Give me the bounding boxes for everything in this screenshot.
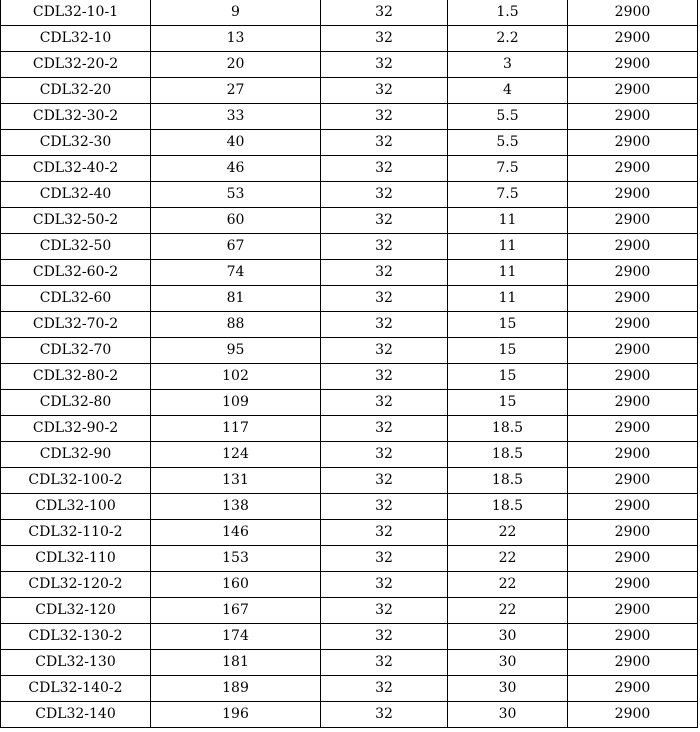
speed-cell: 2900 bbox=[568, 130, 698, 156]
speed-cell: 2900 bbox=[568, 650, 698, 676]
value-cell: 32 bbox=[321, 390, 448, 416]
model-cell: CDL32-60 bbox=[1, 286, 151, 312]
speed-cell: 2900 bbox=[568, 52, 698, 78]
table-row bbox=[1, 104, 698, 130]
speed-cell: 2900 bbox=[568, 572, 698, 598]
model-cell: CDL32-20 bbox=[1, 78, 151, 104]
value-cell: 32 bbox=[321, 624, 448, 650]
speed-cell: 2900 bbox=[568, 364, 698, 390]
model-cell: CDL32-80 bbox=[1, 390, 151, 416]
power-cell: 30 bbox=[448, 676, 568, 702]
value-cell: 32 bbox=[321, 702, 448, 728]
power-cell: 22 bbox=[448, 520, 568, 546]
speed-cell: 2900 bbox=[568, 676, 698, 702]
speed-cell: 2900 bbox=[568, 702, 698, 728]
power-cell: 2.2 bbox=[448, 26, 568, 52]
power-cell: 5.5 bbox=[448, 104, 568, 130]
value-cell: 32 bbox=[321, 104, 448, 130]
model-cell: CDL32-90-2 bbox=[1, 416, 151, 442]
power-cell: 3 bbox=[448, 52, 568, 78]
power-cell: 30 bbox=[448, 650, 568, 676]
power-cell: 22 bbox=[448, 572, 568, 598]
value-cell: 32 bbox=[321, 286, 448, 312]
value-cell: 167 bbox=[151, 598, 321, 624]
value-cell: 181 bbox=[151, 650, 321, 676]
table-row bbox=[1, 26, 698, 52]
value-cell: 53 bbox=[151, 182, 321, 208]
power-cell: 15 bbox=[448, 390, 568, 416]
value-cell: 138 bbox=[151, 494, 321, 520]
model-cell: CDL32-30 bbox=[1, 130, 151, 156]
table-row bbox=[1, 390, 698, 416]
model-cell: CDL32-20-2 bbox=[1, 52, 151, 78]
power-cell: 22 bbox=[448, 598, 568, 624]
speed-cell: 2900 bbox=[568, 182, 698, 208]
table-row bbox=[1, 572, 698, 598]
value-cell: 117 bbox=[151, 416, 321, 442]
table-row bbox=[1, 208, 698, 234]
model-cell: CDL32-140 bbox=[1, 702, 151, 728]
table-row bbox=[1, 546, 698, 572]
value-cell: 95 bbox=[151, 338, 321, 364]
speed-cell: 2900 bbox=[568, 338, 698, 364]
value-cell: 32 bbox=[321, 208, 448, 234]
model-cell: CDL32-50-2 bbox=[1, 208, 151, 234]
speed-cell: 2900 bbox=[568, 494, 698, 520]
table-row bbox=[1, 312, 698, 338]
table-row bbox=[1, 234, 698, 260]
value-cell: 32 bbox=[321, 260, 448, 286]
value-cell: 146 bbox=[151, 520, 321, 546]
table-row bbox=[1, 468, 698, 494]
power-cell: 15 bbox=[448, 338, 568, 364]
value-cell: 32 bbox=[321, 494, 448, 520]
speed-cell: 2900 bbox=[568, 520, 698, 546]
power-cell: 15 bbox=[448, 364, 568, 390]
value-cell: 67 bbox=[151, 234, 321, 260]
power-cell: 1.5 bbox=[448, 0, 568, 26]
power-cell: 11 bbox=[448, 260, 568, 286]
table-row bbox=[1, 442, 698, 468]
table-row bbox=[1, 494, 698, 520]
table-row bbox=[1, 416, 698, 442]
table-row bbox=[1, 364, 698, 390]
power-cell: 7.5 bbox=[448, 156, 568, 182]
speed-cell: 2900 bbox=[568, 156, 698, 182]
table-row bbox=[1, 260, 698, 286]
value-cell: 32 bbox=[321, 572, 448, 598]
value-cell: 32 bbox=[321, 468, 448, 494]
value-cell: 131 bbox=[151, 468, 321, 494]
table-row bbox=[1, 130, 698, 156]
speed-cell: 2900 bbox=[568, 390, 698, 416]
value-cell: 32 bbox=[321, 234, 448, 260]
value-cell: 124 bbox=[151, 442, 321, 468]
model-cell: CDL32-40-2 bbox=[1, 156, 151, 182]
table-row bbox=[1, 624, 698, 650]
value-cell: 40 bbox=[151, 130, 321, 156]
speed-cell: 2900 bbox=[568, 468, 698, 494]
table-row bbox=[1, 52, 698, 78]
power-cell: 22 bbox=[448, 546, 568, 572]
power-cell: 11 bbox=[448, 208, 568, 234]
value-cell: 13 bbox=[151, 26, 321, 52]
value-cell: 153 bbox=[151, 546, 321, 572]
speed-cell: 2900 bbox=[568, 104, 698, 130]
power-cell: 18.5 bbox=[448, 494, 568, 520]
value-cell: 33 bbox=[151, 104, 321, 130]
value-cell: 196 bbox=[151, 702, 321, 728]
speed-cell: 2900 bbox=[568, 546, 698, 572]
value-cell: 102 bbox=[151, 364, 321, 390]
model-cell: CDL32-70 bbox=[1, 338, 151, 364]
model-cell: CDL32-120 bbox=[1, 598, 151, 624]
value-cell: 189 bbox=[151, 676, 321, 702]
pump-spec-table-body bbox=[1, 0, 698, 728]
value-cell: 9 bbox=[151, 0, 321, 26]
power-cell: 18.5 bbox=[448, 442, 568, 468]
power-cell: 18.5 bbox=[448, 416, 568, 442]
value-cell: 27 bbox=[151, 78, 321, 104]
value-cell: 88 bbox=[151, 312, 321, 338]
table-row bbox=[1, 78, 698, 104]
value-cell: 109 bbox=[151, 390, 321, 416]
value-cell: 32 bbox=[321, 338, 448, 364]
table-row bbox=[1, 338, 698, 364]
model-cell: CDL32-110 bbox=[1, 546, 151, 572]
model-cell: CDL32-90 bbox=[1, 442, 151, 468]
speed-cell: 2900 bbox=[568, 312, 698, 338]
value-cell: 32 bbox=[321, 546, 448, 572]
speed-cell: 2900 bbox=[568, 624, 698, 650]
model-cell: CDL32-50 bbox=[1, 234, 151, 260]
value-cell: 32 bbox=[321, 52, 448, 78]
value-cell: 32 bbox=[321, 130, 448, 156]
value-cell: 32 bbox=[321, 520, 448, 546]
speed-cell: 2900 bbox=[568, 234, 698, 260]
power-cell: 15 bbox=[448, 312, 568, 338]
power-cell: 4 bbox=[448, 78, 568, 104]
speed-cell: 2900 bbox=[568, 78, 698, 104]
value-cell: 60 bbox=[151, 208, 321, 234]
model-cell: CDL32-130 bbox=[1, 650, 151, 676]
value-cell: 32 bbox=[321, 78, 448, 104]
value-cell: 46 bbox=[151, 156, 321, 182]
power-cell: 30 bbox=[448, 624, 568, 650]
table-row bbox=[1, 520, 698, 546]
power-cell: 11 bbox=[448, 234, 568, 260]
value-cell: 32 bbox=[321, 598, 448, 624]
model-cell: CDL32-80-2 bbox=[1, 364, 151, 390]
value-cell: 160 bbox=[151, 572, 321, 598]
table-row bbox=[1, 650, 698, 676]
power-cell: 18.5 bbox=[448, 468, 568, 494]
speed-cell: 2900 bbox=[568, 416, 698, 442]
table-row bbox=[1, 0, 698, 26]
model-cell: CDL32-10-1 bbox=[1, 0, 151, 26]
value-cell: 32 bbox=[321, 312, 448, 338]
value-cell: 81 bbox=[151, 286, 321, 312]
speed-cell: 2900 bbox=[568, 286, 698, 312]
speed-cell: 2900 bbox=[568, 442, 698, 468]
power-cell: 7.5 bbox=[448, 182, 568, 208]
model-cell: CDL32-130-2 bbox=[1, 624, 151, 650]
model-cell: CDL32-100 bbox=[1, 494, 151, 520]
model-cell: CDL32-40 bbox=[1, 182, 151, 208]
model-cell: CDL32-30-2 bbox=[1, 104, 151, 130]
model-cell: CDL32-110-2 bbox=[1, 520, 151, 546]
table-row bbox=[1, 702, 698, 728]
table-row bbox=[1, 156, 698, 182]
speed-cell: 2900 bbox=[568, 0, 698, 26]
model-cell: CDL32-100-2 bbox=[1, 468, 151, 494]
value-cell: 20 bbox=[151, 52, 321, 78]
power-cell: 30 bbox=[448, 702, 568, 728]
table-row bbox=[1, 286, 698, 312]
model-cell: CDL32-140-2 bbox=[1, 676, 151, 702]
power-cell: 11 bbox=[448, 286, 568, 312]
value-cell: 32 bbox=[321, 676, 448, 702]
value-cell: 74 bbox=[151, 260, 321, 286]
model-cell: CDL32-70-2 bbox=[1, 312, 151, 338]
power-cell: 5.5 bbox=[448, 130, 568, 156]
speed-cell: 2900 bbox=[568, 26, 698, 52]
model-cell: CDL32-10 bbox=[1, 26, 151, 52]
value-cell: 32 bbox=[321, 416, 448, 442]
model-cell: CDL32-60-2 bbox=[1, 260, 151, 286]
table-row bbox=[1, 182, 698, 208]
value-cell: 174 bbox=[151, 624, 321, 650]
table-row bbox=[1, 598, 698, 624]
value-cell: 32 bbox=[321, 364, 448, 390]
speed-cell: 2900 bbox=[568, 208, 698, 234]
model-cell: CDL32-120-2 bbox=[1, 572, 151, 598]
value-cell: 32 bbox=[321, 182, 448, 208]
value-cell: 32 bbox=[321, 0, 448, 26]
value-cell: 32 bbox=[321, 650, 448, 676]
speed-cell: 2900 bbox=[568, 598, 698, 624]
value-cell: 32 bbox=[321, 156, 448, 182]
speed-cell: 2900 bbox=[568, 260, 698, 286]
table-row bbox=[1, 676, 698, 702]
value-cell: 32 bbox=[321, 442, 448, 468]
value-cell: 32 bbox=[321, 26, 448, 52]
